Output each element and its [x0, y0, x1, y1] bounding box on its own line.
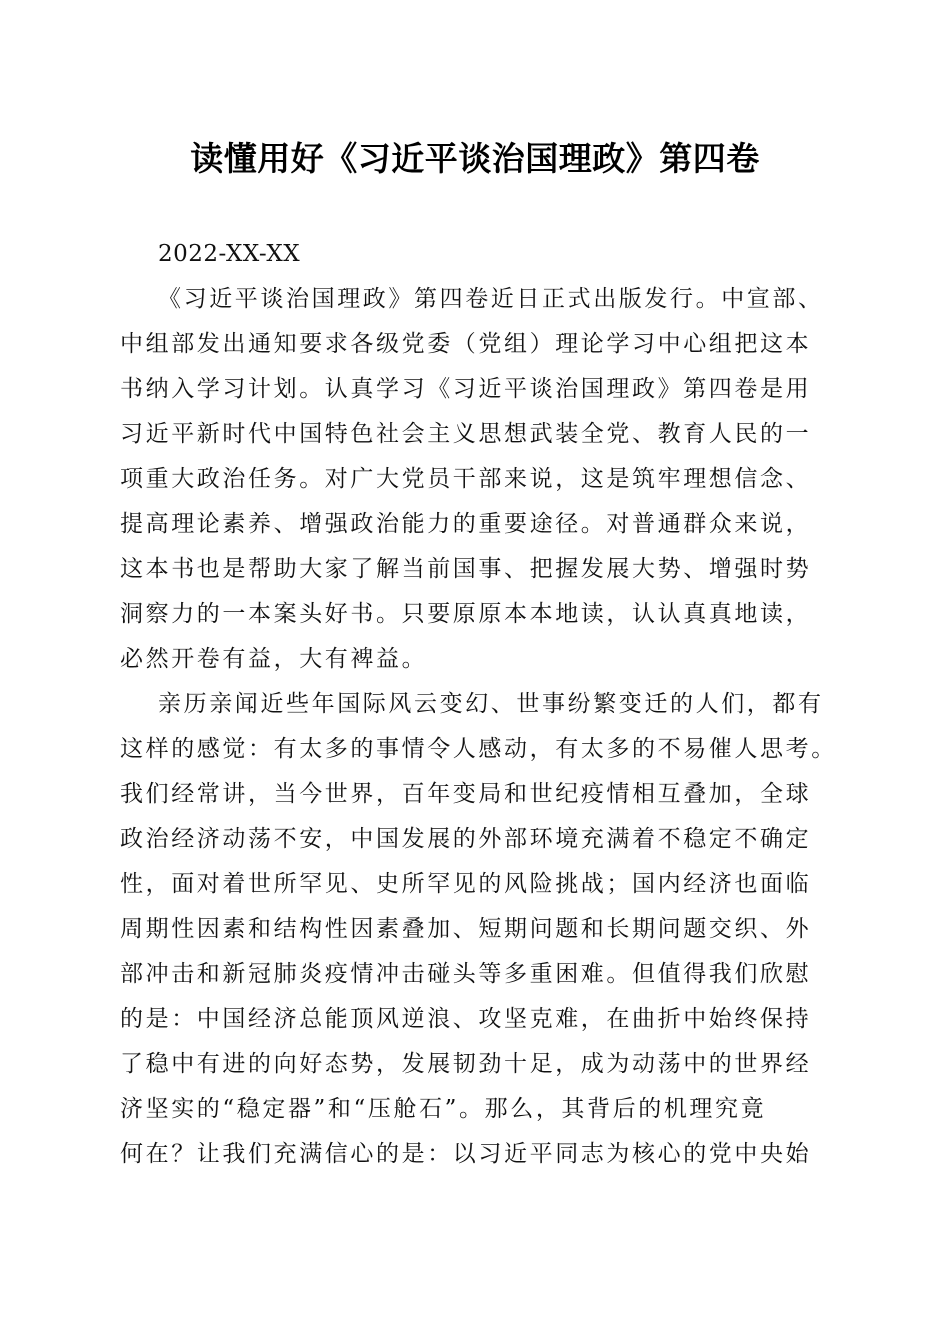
paragraph-line: 《习近平谈治国理政》第四卷近日正式出版发行。中宣部、 — [158, 286, 824, 312]
document-date: 2022-XX-XX — [158, 241, 301, 267]
paragraph-line: 部冲击和新冠肺炎疫情冲击碰头等多重困难。但值得我们欣慰 — [120, 961, 812, 987]
paragraph-line: 政治经济动荡不安，中国发展的外部环境充满着不稳定不确定 — [120, 826, 812, 852]
paragraph-line: 亲历亲闻近些年国际风云变幻、世事纷繁变迁的人们，都有 — [158, 691, 824, 717]
paragraph-line: 性，面对着世所罕见、史所罕见的风险挑战；国内经济也面临 — [120, 871, 812, 897]
paragraph-line: 周期性因素和结构性因素叠加、短期问题和长期问题交织、外 — [120, 916, 812, 942]
paragraph-1 — [120, 277, 830, 682]
paragraph-line: 的是：中国经济总能顶风逆浪、攻坚克难，在曲折中始终保持 — [120, 1006, 812, 1032]
paragraph-line: 习近平新时代中国特色社会主义思想武装全党、教育人民的一 — [120, 421, 812, 447]
paragraph-line: 这样的感觉：有太多的事情令人感动，有太多的不易催人思考。 — [120, 736, 837, 762]
paragraph-line: 书纳入学习计划。认真学习《习近平谈治国理政》第四卷是用 — [120, 376, 812, 402]
paragraph-line: 提高理论素养、增强政治能力的重要途径。对普通群众来说， — [120, 511, 812, 537]
document-title: 读懂用好《习近平谈治国理政》第四卷 — [190, 139, 760, 178]
paragraph-line: 洞察力的一本案头好书。只要原原本本地读，认认真真地读， — [120, 601, 812, 627]
document-body — [120, 232, 837, 1177]
paragraph-line: 何在？让我们充满信心的是：以习近平同志为核心的党中央始 — [120, 1141, 812, 1167]
paragraph-line: 济坚实的“稳定器”和“压舱石”。那么，其背后的机理究竟 — [120, 1096, 767, 1122]
paragraph-line: 必然开卷有益，大有裨益。 — [120, 646, 428, 672]
paragraph-line: 中组部发出通知要求各级党委（党组）理论学习中心组把这本 — [120, 331, 812, 357]
paragraph-line: 了稳中有进的向好态势，发展韧劲十足，成为动荡中的世界经 — [120, 1051, 812, 1077]
paragraph-line: 项重大政治任务。对广大党员干部来说，这是筑牢理想信念、 — [120, 466, 812, 492]
paragraph-line: 这本书也是帮助大家了解当前国事、把握发展大势、增强时势 — [120, 556, 812, 582]
paragraph-2 — [120, 682, 837, 1177]
paragraph-line: 我们经常讲，当今世界，百年变局和世纪疫情相互叠加，全球 — [120, 781, 812, 807]
